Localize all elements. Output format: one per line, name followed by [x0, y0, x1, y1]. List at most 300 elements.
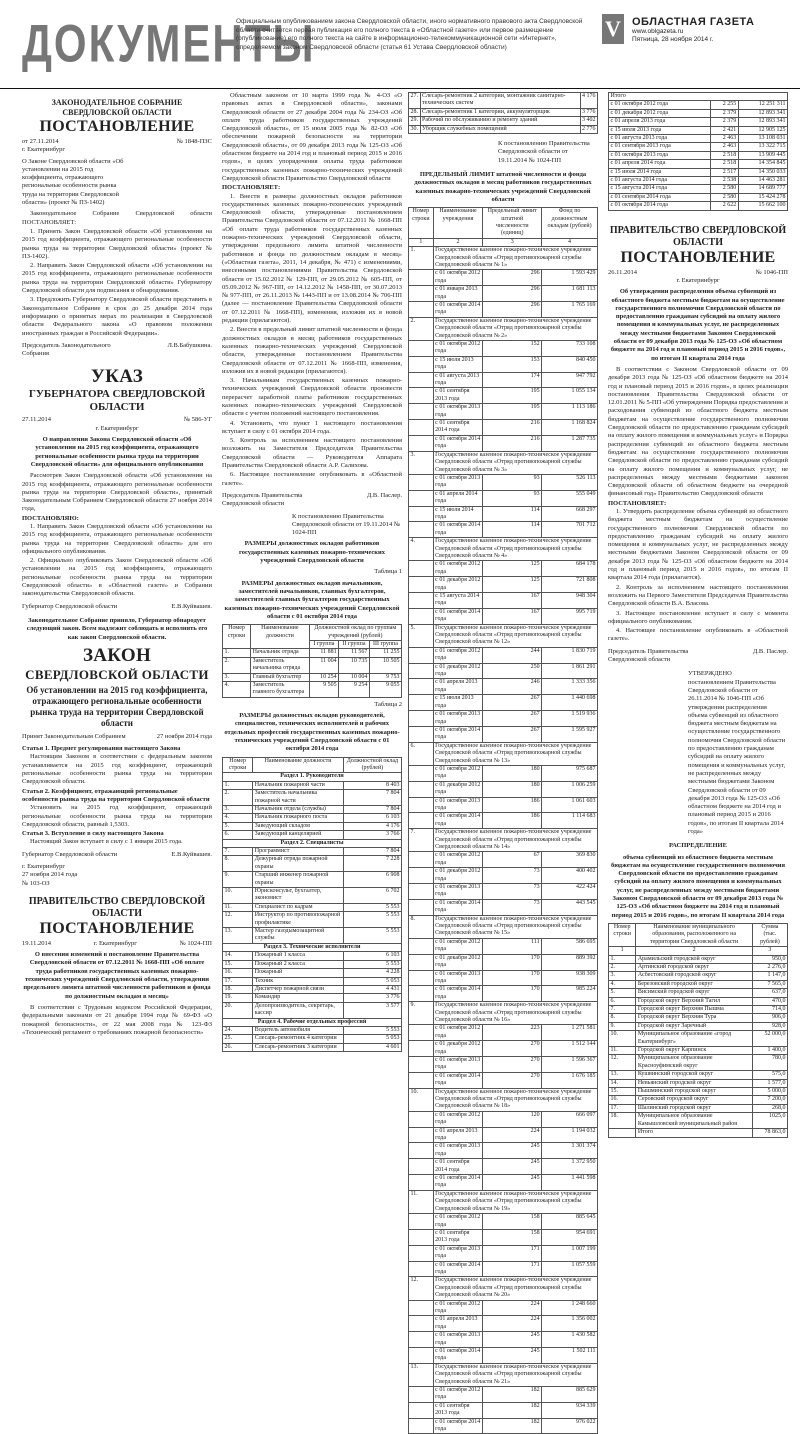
empty-cell: [409, 1175, 434, 1191]
row-number: 2.: [223, 790, 253, 806]
row-number: 9.: [409, 1002, 434, 1025]
table-row: [223, 960, 402, 968]
row-number: 4.: [409, 538, 434, 561]
dist-col-index: 1: [609, 947, 636, 955]
empty-cell: [409, 420, 434, 436]
fund-value: 422 424: [542, 884, 598, 900]
publication-note: Официальным опубликованием закона Свердловской области, иного нормативного правового акта Свердловской области считается первая публикация его полного текста в «Областной газете» или первое размещение (опубликование) его полного текста на сайте в информационно-телекоммуникационной сети «Интернет», определяемом законом Свердловской области (статья 61 Устава Свердловской области): [236, 18, 583, 51]
row-number: 5.: [609, 989, 636, 997]
period-label: с 01 октября 2013 года: [433, 474, 483, 490]
period-label: с 15 июля 2013 года: [433, 356, 483, 372]
fund-value: 976 022: [542, 1418, 598, 1434]
period-label: с 01 октября 2014 года: [433, 1261, 483, 1277]
staff-value: 2 580: [711, 193, 739, 201]
staff-value: 180: [483, 781, 542, 797]
municipality-name: Муниципальное образование Красноуфимский округ: [636, 1055, 753, 1071]
fund-value: 12 905 125: [738, 126, 787, 134]
period-label: с 01 октября 2013 года: [433, 404, 483, 420]
table-row: [223, 977, 402, 985]
period-label: с 15 июля 2014 года: [609, 168, 711, 176]
row-number: 26.: [223, 1043, 253, 1051]
staff-value: 167: [483, 608, 542, 624]
table-row: [409, 270, 598, 286]
empty-cell: [409, 970, 434, 986]
table-row: [223, 790, 402, 806]
table-row: [409, 356, 598, 372]
assembly-sign-name: Л.В.Бабушкина.: [167, 341, 212, 349]
sum-value: 1 147,0: [752, 972, 787, 980]
staff-value: 270: [483, 1041, 542, 1057]
period-label: с 01 октября 2014 года: [433, 899, 483, 915]
ukaz-doc-type: УКАЗ: [90, 366, 144, 388]
row-number: 2.: [223, 657, 251, 673]
table-row: [409, 388, 598, 404]
table-row: [409, 608, 598, 624]
ukaz-authority: ГУБЕРНАТОРА СВЕРДЛОВСКОЙ ОБЛАСТИ: [28, 388, 206, 414]
institution-name: Государственное казенное пожарно-техническое учреждение Свердловской области «Отряд противопожарной службы Свердловской области № 16»: [433, 1002, 597, 1025]
salary-value: 9 505: [309, 681, 339, 697]
period-label: с 01 августа 2014 года: [609, 177, 711, 185]
staff-value: 125: [483, 577, 542, 593]
table-row: [223, 673, 402, 681]
row-number: 7.: [409, 829, 434, 852]
empty-cell: [409, 372, 434, 388]
sum-value: 7 565,0: [752, 980, 787, 988]
sum-value: 906,0: [752, 1014, 787, 1022]
empty-cell: [409, 884, 434, 900]
period-label: с 01 октября 2012 года: [433, 1300, 483, 1316]
empty-cell: [409, 1332, 434, 1348]
institution-row: [409, 624, 598, 647]
salary-value: 7 804: [343, 790, 401, 806]
institution-name: Государственное казенное пожарно-техническое учреждение Свердловской области «Отряд противопожарной службы Свердловской области № 1»: [433, 247, 597, 270]
staff-value: 93: [483, 474, 542, 490]
period-label: с 01 декабря 2012 года: [433, 781, 483, 797]
position-name: Дежурный отряда пожарной охраны: [253, 856, 343, 872]
limit-header-staff: Предельный лимит штатной численности (единиц): [483, 208, 542, 239]
law-preamble: Законодательное Собрание приняло, Губернатор обнародует следующий закон. Всем надлежит соблюдать и исполнять его как закон Свердловской области.: [26, 616, 208, 641]
row-number: 2.: [609, 963, 636, 971]
table-row: [223, 994, 402, 1002]
salary-value: 5 553: [343, 928, 401, 944]
section-title: ДОКУМЕНТЫ: [22, 14, 316, 73]
assembly-intro: Законодательное Собрание Свердловской области ПОСТАНОВЛЯЕТ:: [22, 210, 212, 226]
ukaz-number: № 586-УГ: [183, 416, 212, 424]
position-name: Начальник отряда: [251, 649, 310, 657]
empty-cell: [409, 954, 434, 970]
municipality-name: Шалинский городской округ: [636, 1104, 753, 1112]
staff-value: 170: [483, 970, 542, 986]
period-label: с 01 октября 2014 года: [433, 813, 483, 829]
period-label: с 01 октября 2013 года: [433, 797, 483, 813]
limit-col-index: 1: [409, 238, 434, 246]
law-authority: СВЕРДЛОВСКОЙ ОБЛАСТИ: [25, 666, 209, 682]
gazette-name: ОБЛАСТНАЯ ГАЗЕТА: [632, 16, 755, 28]
institution-name: Государственное казенное пожарно-техническое учреждение Свердловской области «Отряд противопожарной службы Свердловской области № 12»: [433, 624, 597, 647]
institution-name: Государственное казенное пожарно-техническое учреждение Свердловской области «Отряд противопожарной службы Свердловской области № 13»: [433, 742, 597, 765]
gov2-sign-name: Д.В. Паслер.: [752, 647, 788, 655]
row-number: 11.: [223, 903, 253, 911]
period-label: с 01 октября 2012 года: [433, 270, 483, 286]
section-title: Раздел 3. Технические исполнители: [223, 943, 402, 951]
municipality-name: Березовский городской округ: [636, 980, 753, 988]
row-number: 10.: [223, 888, 253, 904]
row-number: 8.: [609, 1014, 636, 1022]
fund-value: 12 893 341: [738, 118, 787, 126]
limit-col-index: 4: [542, 238, 598, 246]
period-label: с 01 октября 2012 года: [433, 1111, 483, 1127]
staff-value: 267: [483, 695, 542, 711]
salary-value: 3 766: [343, 831, 401, 839]
row-number: 4.: [223, 681, 251, 697]
dist-header-num: Номер строки: [609, 923, 636, 946]
period-label: с 01 октября 2013 года: [433, 970, 483, 986]
column-2: [222, 92, 402, 1092]
institution-name: Государственное казенное пожарно-техническое учреждение Свердловской области «Отряд противопожарной службы Свердловской области № 18»: [433, 1088, 597, 1111]
empty-cell: [409, 679, 434, 695]
staff-value: 73: [483, 899, 542, 915]
row-number: 18.: [609, 1113, 636, 1129]
ukaz-sign-role: Губернатор Свердловской области: [22, 602, 118, 610]
fund-value: 1 271 581: [542, 1025, 598, 1041]
position-name: Старший инженер пожарной охраны: [253, 872, 343, 888]
gazette-site[interactable]: www.oblgazeta.ru: [632, 28, 684, 35]
table-row: [223, 1035, 402, 1043]
position-name: Заведующий складом: [253, 822, 343, 830]
limit-col-index: 2: [433, 238, 483, 246]
institution-name: Государственное казенное пожарно-техническое учреждение Свердловской области «Отряд противопожарной службы Свердловской области № 21»: [433, 1363, 597, 1386]
period-label: с 01 октября 2012 года: [433, 765, 483, 781]
gov2-city: г. Екатеринбург: [676, 276, 720, 284]
period-label: с 01 сентября 2013 года: [433, 1229, 483, 1245]
fund-value: 400 402: [542, 868, 598, 884]
staff-value: 296: [483, 270, 542, 286]
row-number: 29.: [410, 117, 418, 124]
empty-cell: [409, 1025, 434, 1041]
fund-value: 885 629: [542, 1387, 598, 1403]
empty-cell: [409, 1111, 434, 1127]
empty-cell: [409, 813, 434, 829]
assembly-date: от 27.11.2014: [22, 138, 59, 145]
period-label: с 01 сентября 2013 года: [433, 388, 483, 404]
empty-cell: [409, 781, 434, 797]
table-row: [409, 593, 598, 609]
table-row: [609, 963, 788, 971]
fund-value: 1 441 598: [542, 1175, 598, 1191]
gov1-resolve: ПОСТАНОВЛЯЕТ:: [222, 184, 281, 192]
municipality-name: Серовский городской округ: [636, 1096, 753, 1104]
table-row: [409, 1332, 598, 1348]
staff-value: 180: [483, 765, 542, 781]
position-name: Пожарный 1 класса: [253, 952, 343, 960]
period-label: с 01 октября 2014 года: [609, 202, 711, 210]
table-row: [409, 1261, 598, 1277]
staff-value: 174: [483, 372, 542, 388]
row-number: 28.: [410, 108, 418, 115]
salary-value: 4 176: [343, 822, 401, 830]
sum-value: 268,0: [752, 1104, 787, 1112]
gov2-approved-text: постановлением Правительства Свердловской области от 26.11.2014 № 1046-ПП «Об утверждении распределения объема субвенций из областного бюджета местным бюджетам на осуществление государственного полномочия Свердловской области по предоставлению гражданам субсидий на оплату жилого помещения и коммунальных услуг, не распределенных между местными бюджетами Законом Свердловской области от 09 декабря 2013 года № 125-ОЗ «Об областном бюджете на 2014 год и плановый период 2015 и 2016 годов», по итогам II квартала 2014 года»: [688, 678, 786, 835]
sum-value: 2 276,0: [752, 963, 787, 971]
salary-value: 6 702: [343, 888, 401, 904]
table-row: [223, 831, 402, 839]
row-number: 4.: [223, 814, 253, 822]
fund-value: 14 689 777: [738, 185, 787, 193]
table-row: [609, 202, 788, 210]
salary-value: 4 431: [343, 985, 401, 993]
ukaz-p2: 2. Официально опубликовать Закон Свердловской области «Об установлении на 2015 год коэффициента, отражающего региональные особенности рынка труда на территории Свердловской области» в «Областной газете» и Собрании законодательства Свердловской области.: [22, 557, 212, 598]
table2-header-num: Номер строки: [223, 757, 253, 773]
empty-cell: [409, 868, 434, 884]
row-number: 3.: [223, 673, 251, 681]
period-label: с 01 октября 2012 года: [433, 1214, 483, 1230]
row-number: 18.: [223, 985, 253, 993]
table-row: [409, 986, 598, 1002]
salary-value: 2 776: [582, 125, 596, 132]
gov1-authority: ПРАВИТЕЛЬСТВО СВЕРДЛОВСКОЙ ОБЛАСТИ: [28, 895, 206, 919]
table-row: [609, 1047, 788, 1055]
table-row: [223, 928, 402, 944]
gov1-p6: 6. Настоящее постановление опубликовать в «Областной газете».: [222, 471, 402, 487]
table-row: [609, 177, 788, 185]
empty-cell: [409, 726, 434, 742]
table-row: [409, 435, 598, 451]
empty-cell: [409, 286, 434, 302]
staff-value: 2 255: [711, 101, 739, 109]
fund-value: 1 372 950: [542, 1159, 598, 1175]
gov1-intro: В соответствии с Трудовым кодексом Российской Федерации, федеральными законами от 21 декабря 1994 года № 69-ФЗ «О пожарной безопасности», от 22 мая 2008 года № 123-ФЗ «Технический регламент о требованиях пожарной безопасности»: [22, 1003, 212, 1036]
table-row: [409, 884, 598, 900]
salary-value: 10 254: [309, 673, 339, 681]
table-row: [409, 301, 598, 317]
fund-value: 15 662 100: [738, 202, 787, 210]
period-label: с 01 декабря 2012 года: [433, 954, 483, 970]
period-label: с 01 октября 2012 года: [609, 101, 711, 109]
gov1-p2: 2. Внести в предельный лимит штатной численности и фонда должностных окладов в месяц работников государственных казенных пожарно-технических учреждений Свердловской области, утвержденные постановлением Правительства Свердловской области от 07.12.2011 № 1668-ПП, изменения, изложив их в новой редакции (прилагаются).: [222, 326, 402, 375]
gov2-resolve: ПОСТАНОВЛЯЕТ:: [608, 499, 667, 507]
gazette-logo: V: [602, 14, 624, 44]
empty-cell: [409, 1127, 434, 1143]
period-label: с 01 декабря 2012 года: [609, 109, 711, 117]
position-name: Пожарный: [253, 969, 343, 977]
assembly-city: г. Екатеринбург: [22, 146, 66, 154]
fund-value: 668 297: [542, 506, 598, 522]
fund-value: 701 712: [542, 522, 598, 538]
staff-value: 245: [483, 1143, 542, 1159]
gov1-meta: [22, 940, 212, 948]
salary-value: 5 053: [343, 977, 401, 985]
salary-value: 5 053: [343, 1035, 401, 1043]
fund-value: 1 512 144: [542, 1041, 598, 1057]
fund-value: 948 304: [542, 593, 598, 609]
table-row: [409, 1214, 598, 1230]
row-number: 6.: [223, 831, 253, 839]
table-row: [409, 695, 598, 711]
table-row: [409, 1402, 598, 1418]
gov1-p3: 3. Начальникам государственных казенных пожарно-технических учреждений Свердловской области произвести перерасчет заработной платы работников государственных казенных пожарно-технических учреждений Свердловской области с учетом положений настоящего постановления.: [222, 377, 402, 418]
table1-group-header: I группа: [309, 640, 339, 648]
staff-value: 267: [483, 726, 542, 742]
fund-value: 1 596 367: [542, 1056, 598, 1072]
staff-value: 120: [483, 1111, 542, 1127]
empty-cell: [409, 1214, 434, 1230]
table1-group-header: II группа: [339, 640, 370, 648]
period-label: с 01 апреля 2014 года: [433, 490, 483, 506]
staff-value: 216: [483, 420, 542, 436]
fund-value: 1 861 291: [542, 663, 598, 679]
law-article-2-title: Статья 2. Коэффициент, отражающий региональные особенности рынка труда на территории Свердловской области: [22, 787, 210, 803]
fund-value: 721 808: [542, 577, 598, 593]
salary-value: 6 103: [343, 952, 401, 960]
table1-group-header: III группа: [369, 640, 401, 648]
gov1-sign-role: Председатель Правительства Свердловской области: [222, 491, 303, 508]
position-name: Заместитель начальника пожарной части: [253, 790, 343, 806]
law-doc-type: ЗАКОН: [82, 644, 152, 666]
table-row: [409, 1056, 598, 1072]
assembly-title: О Законе Свердловской области «Об установлении на 2015 год коэффициента, отражающего региональные особенности рынка труда на территории Свердловской области» (проект № ПЗ-1402): [22, 157, 124, 207]
ukaz-city: г. Екатеринбург: [95, 424, 139, 432]
row-number: 13.: [223, 928, 253, 944]
institution-row: [409, 742, 598, 765]
fund-value: 1 007 199: [542, 1245, 598, 1261]
empty-cell: [409, 1261, 434, 1277]
period-label: с 01 октября 2013 года: [433, 1332, 483, 1348]
gov2-doc-type: ПОСТАНОВЛЕНИЕ: [620, 248, 776, 266]
staff-value: 2 518: [711, 160, 739, 168]
period-label: с 15 августа 2014 года: [433, 593, 483, 609]
institution-row: [409, 317, 598, 340]
sum-value: 1 400,0: [752, 1047, 787, 1055]
period-label: с 01 апреля 2013 года: [609, 118, 711, 126]
fund-value: 889 392: [542, 954, 598, 970]
table-row: [409, 1175, 598, 1191]
table-row: [609, 1088, 788, 1096]
position-name: Начальник пожарного поста: [253, 814, 343, 822]
staff-value: 182: [483, 1387, 542, 1403]
period-label: с 01 октября 2014 года: [433, 1348, 483, 1364]
empty-cell: [409, 506, 434, 522]
table1-title: РАЗМЕРЫ должностных окладов начальников, заместителей начальников, главных бухгалтеров, заместителей главных бухгалтеров государственных казенных пожарно-технических учреждений Свердловской области с 01 октября 2014 года: [224, 579, 400, 620]
table-row: [409, 1245, 598, 1261]
assembly-signature: [22, 342, 212, 359]
position-name: Рабочий по обслуживанию и ремонту зданий: [420, 117, 580, 125]
period-label: с 01 октября 2012 года: [433, 852, 483, 868]
table-row: [609, 989, 788, 997]
municipality-name: Асбестовский городской округ: [636, 972, 753, 980]
row-number: 20.: [223, 1002, 253, 1018]
sum-value: 780,0: [752, 1055, 787, 1071]
row-number: 12.: [609, 1055, 636, 1071]
table-row: [409, 577, 598, 593]
period-label: с 01 октября 2012 года: [433, 561, 483, 577]
sum-value: 7 200,0: [752, 1096, 787, 1104]
empty-cell: [409, 1143, 434, 1159]
sum-value: 52 000,0: [752, 1031, 787, 1047]
table-row: [409, 1348, 598, 1364]
position-name: Уборщик служебных помещений: [420, 125, 580, 133]
municipality-name: Муниципальное образование «город Екатеринбург»: [636, 1031, 753, 1047]
table-row: [409, 1143, 598, 1159]
position-name: Программист: [253, 848, 343, 856]
municipality-name: Арамильский городской округ: [636, 955, 753, 963]
row-number: 1.: [409, 247, 434, 270]
table-row: [223, 649, 402, 657]
assembly-number: № 1848-ПЗС: [176, 138, 212, 145]
table-row: [409, 1418, 598, 1434]
period-label: с 01 сентября 2014 года: [433, 1159, 483, 1175]
fund-value: 13 108 031: [738, 135, 787, 143]
salary-value: 10 004: [339, 673, 370, 681]
empty-cell: [409, 561, 434, 577]
table-row: [409, 663, 598, 679]
ukaz-resolve: ПОСТАНОВЛЯЮ:: [22, 514, 79, 522]
fund-value: 995 719: [542, 608, 598, 624]
salary-value: 5 553: [343, 1026, 401, 1034]
municipality-name: Пышминский городской округ: [636, 1088, 753, 1096]
period-label: с 01 апреля 2014 года: [609, 160, 711, 168]
law-article-3-text: Настоящий Закон вступает в силу с 1 января 2015 года.: [30, 838, 183, 846]
fund-value: 1 301 374: [542, 1143, 598, 1159]
table1-header-position: Наименование должности: [251, 625, 310, 649]
table-row: [409, 420, 598, 436]
position-name: Командир: [253, 994, 343, 1002]
period-label: с 01 октября 2013 года: [609, 151, 711, 159]
table-row: [609, 955, 788, 963]
assembly-sign-role: Председатель Законодательного Собрания: [22, 341, 111, 358]
gov2-approved-head: УТВЕРЖДЕНО: [688, 670, 732, 678]
gov1-title: О внесении изменений в постановление Правительства Свердловской области от 07.12.2011 № 1668-ПП «Об оплате труда работников государственных казенных пожарно-технических учреждений Свердловской области, утверждении предельного лимита штатной численности работников и фонда по должностным окладам в месяц»: [23, 951, 211, 1000]
empty-cell: [409, 1041, 434, 1057]
row-number: 8.: [223, 856, 253, 872]
staff-value: 2 379: [711, 118, 739, 126]
empty-cell: [409, 435, 434, 451]
institution-row: [409, 1002, 598, 1025]
row-number: 25.: [223, 1035, 253, 1043]
row-number: 17.: [223, 977, 253, 985]
staff-value: 73: [483, 868, 542, 884]
table-row: [409, 781, 598, 797]
sum-value: 1 577,0: [752, 1079, 787, 1087]
salary-value: 7 804: [343, 805, 401, 813]
municipality-name: Артинский городской округ: [636, 963, 753, 971]
empty-cell: [409, 1418, 434, 1434]
institution-row: [409, 829, 598, 852]
table-row: [409, 813, 598, 829]
table-row: [409, 1387, 598, 1403]
table-row: [223, 681, 402, 697]
table-row: [409, 1229, 598, 1245]
fund-value: 947 792: [542, 372, 598, 388]
table-row: [609, 1113, 788, 1129]
table-row: [609, 1006, 788, 1014]
table-row: [609, 193, 788, 201]
law-date: 27 ноября 2014 года: [22, 871, 78, 879]
fund-value: 975 687: [542, 765, 598, 781]
municipality-name: Городской округ Карпинск: [636, 1047, 753, 1055]
law-signature: [22, 851, 212, 859]
law-sign-name: Е.В.Куйвашев.: [171, 850, 212, 858]
institution-row: [409, 1363, 598, 1386]
column-4: [608, 92, 788, 1136]
table-row: [223, 1026, 402, 1034]
staff-value: 114: [483, 506, 542, 522]
fund-value: 985 224: [542, 986, 598, 1002]
row-number: 12.: [409, 1277, 434, 1300]
table-row: [609, 126, 788, 134]
gov1-p1: 1. Внести в размеры должностных окладов работников государственных казенных пожарно-технических учреждений Свердловской области, утвержденные постановлением Правительства Свердловской области от 07.12.2011 № 1668-ПП «Об оплате труда работников государственных казенных пожарно-технических учреждений Свердловской области, утверждении предельного лимита штатной численности работников и фонда по должностным окладам в месяц» («Областная газета», 2011, 14 декабря, № 471) с изменениями, внесенными постановлениями Правительства Свердловской области от 15.02.2012 № 129-ПП, от 29.05.2012 № 605-ПП, от 05.09.2012 № 967-ПП, от 14.12.2012 № 1458-ПП, от 30.07.2013 № 977-ПП, от 26.11.2013 № 1443-ПП и от 13.08.2014 № 706-ПП (далее — постановление Правительства Свердловской области от 07.12.2011 № 1668-ПП), изменения, изложив их в новой редакции (прилагаются).: [222, 192, 402, 325]
fund-value: 369 830: [542, 852, 598, 868]
table-row: [409, 938, 598, 954]
